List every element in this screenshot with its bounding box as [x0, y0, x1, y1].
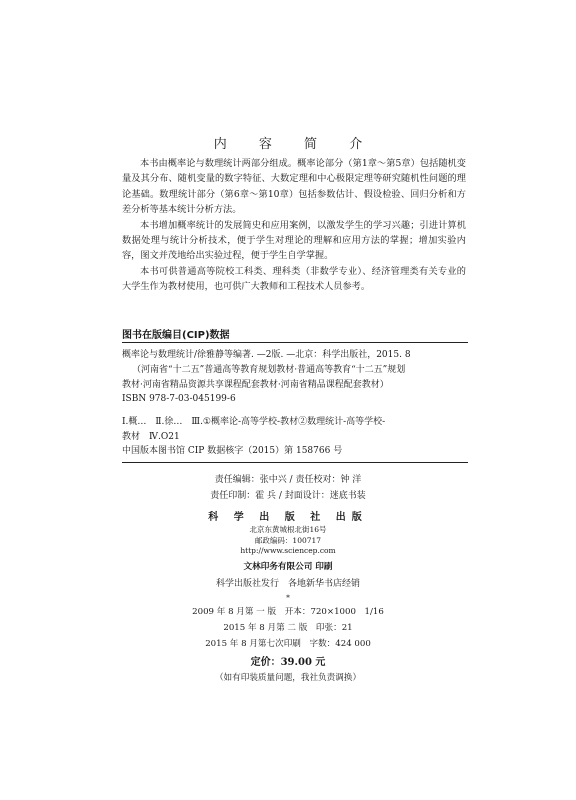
intro-text	[122, 156, 466, 295]
price: 定价：39.00 元	[250, 657, 326, 668]
postcode: 邮政编码：100717	[254, 536, 322, 545]
editors-line: 责任编辑：张中兴 / 责任校对：钟 洋	[214, 475, 362, 485]
print-line: 责任印制：霍 兵 / 封面设计：迷底书装	[210, 491, 366, 501]
cip-line-5: Ⅰ.概… Ⅱ.徐… Ⅲ.①概率论-高等学校-教材②数理统计-高等学校-	[122, 417, 386, 428]
cip-data	[122, 348, 468, 445]
cip-line-3: 教材·河南省精品资源共享课程配套教材·河南省精品课程配套教材）	[122, 379, 389, 390]
website: http://www.sciencep.com	[240, 546, 336, 555]
printer: 文林印务有限公司 印刷	[243, 562, 333, 572]
intro-paragraph-1: 本书由概率论与数理统计两部分组成。概率论部分（第1章～第5章）包括随机变量及其分布、随机变量的数字特征、大数定理和中心极限定理等研究随机性问题的理论基础。数理统计部分（第6章～第10章）包括参数估计、假设检验、回归分析和方差分析等基本统计分析方法。	[122, 158, 466, 216]
publisher-name: 科 学 出 版 社 出版	[208, 512, 368, 523]
cip-record-number: 中国版本图书馆 CIP 数据核字（2015）第 158766 号	[122, 446, 343, 456]
edition-line-1: 2009 年 8 月第 一 版 开本：720×1000 1/16	[192, 607, 384, 617]
intro-paragraph-2: 本书增加概率统计的发展简史和应用案例，以激发学生的学习兴趣；引进计算机数据处理与统计分析技术，便于学生对理论的理解和应用方法的掌握；增加实验内容，图文并茂地给出实验过程，便于学生自学掌握。	[122, 219, 466, 262]
intro-paragraph-3: 本书可供普通高等院校工科类、理科类（非数学专业）、经济管理类有关专业的大学生作为教材使用，也可供广大教师和工程技术人员参考。	[122, 265, 466, 293]
separator-star: *	[286, 593, 290, 602]
distribution: 科学出版社发行 各地新华书店经销	[215, 579, 360, 589]
cip-isbn: ISBN 978-7-03-045199-6	[122, 394, 236, 405]
edition-line-3: 2015 年 8 月第七次印刷 字数：424 000	[205, 639, 371, 649]
cip-line-6: 教材 Ⅳ.O21	[122, 431, 180, 442]
cip-heading: 图书在版编目(CIP)数据	[122, 330, 230, 341]
quality-note: （如有印装质量问题，我社负责调换）	[214, 673, 362, 683]
cip-top-rule	[122, 342, 468, 343]
cip-line-2: （河南省“十二五”普通高等教育规划教材·普通高等教育“十二五”规划	[132, 364, 406, 375]
edition-line-2: 2015 年 8 月第 二 版 印张：21	[223, 623, 353, 633]
publisher-address: 北京东黄城根北街16号	[249, 525, 327, 534]
cip-line-1: 概率论与数理统计/徐雅静等编著. —2版. —北京：科学出版社，2015. 8	[122, 350, 411, 360]
cip-bottom-rule	[122, 462, 468, 463]
intro-title: 内 容 简 介	[213, 137, 377, 152]
